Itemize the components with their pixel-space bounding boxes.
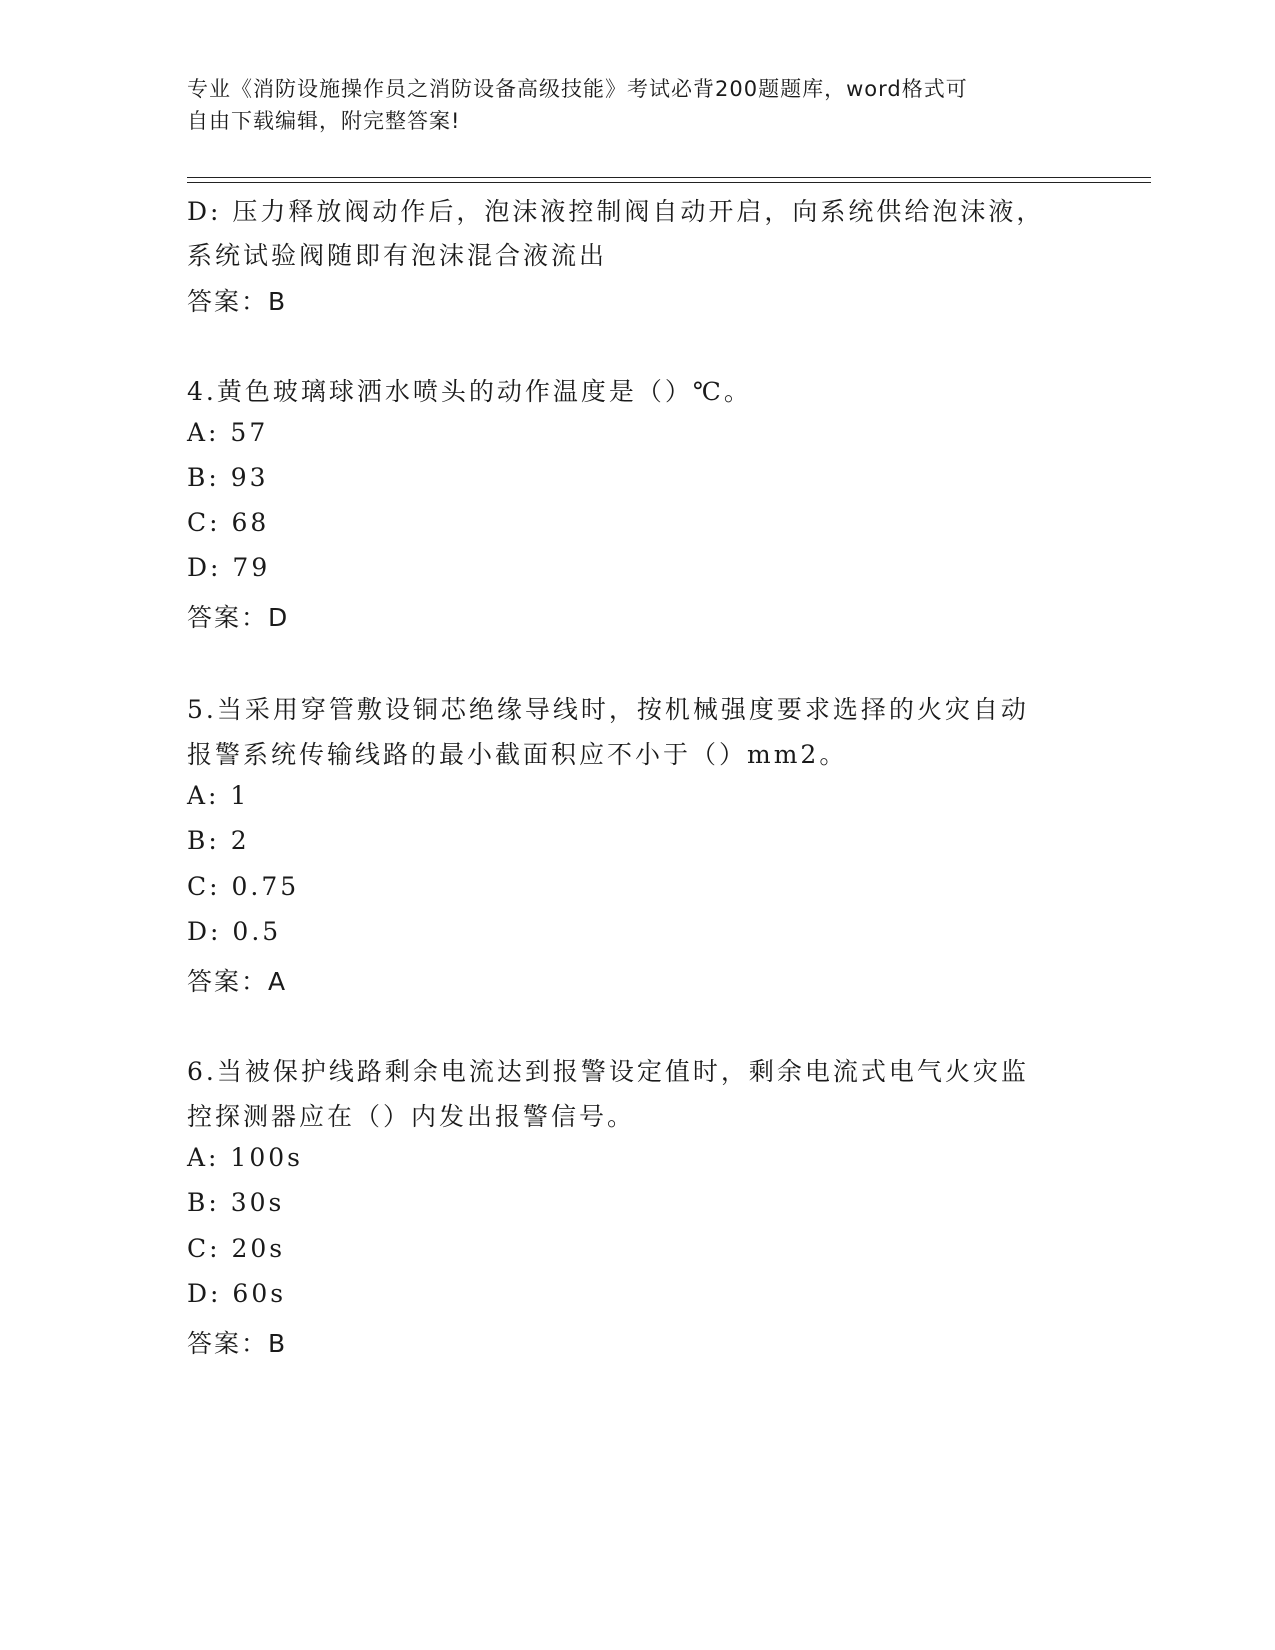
q5-answer: 答案：A [187,967,288,996]
q5-question-line-2: 报警系统传输线路的最小截面积应不小于（）mm2。 [187,740,848,769]
q5-option-c: C: 0.75 [187,872,300,901]
q4-answer: 答案：D [187,603,290,632]
q6-option-c: C: 20s [187,1234,286,1263]
q4-option-d: D: 79 [187,553,271,582]
q3-answer: 答案：B [187,287,288,316]
q5-question-line-1: 5.当采用穿管敷设铜芯绝缘导线时，按机械强度要求选择的火灾自动 [187,695,1029,724]
header-divider-top [187,177,1151,178]
q6-answer: 答案：B [187,1329,288,1358]
header-divider-bottom [187,182,1151,183]
q5-option-b: B: 2 [187,826,250,855]
q6-question-line-1: 6.当被保护线路剩余电流达到报警设定值时，剩余电流式电气火灾监 [187,1057,1029,1086]
q5-option-a: A: 1 [187,781,250,810]
header-line-2: 自由下载编辑，附完整答案! [187,109,461,133]
q5-option-d: D: 0.5 [187,917,282,946]
q4-option-c: C: 68 [187,508,270,537]
q4-option-a: A: 57 [187,418,269,447]
q6-option-b: B: 30s [187,1188,285,1217]
header-line-1: 专业《消防设施操作员之消防设备高级技能》考试必背200题题库，word格式可 [187,77,968,101]
q6-question-line-2: 控探测器应在（）内发出报警信号。 [187,1102,636,1131]
page-header [187,73,1067,137]
q3-option-d-line-1: D: 压力释放阀动作后，泡沫液控制阀自动开启，向系统供给泡沫液， [187,197,1045,226]
q4-question: 4.黄色玻璃球洒水喷头的动作温度是（）℃。 [187,377,752,406]
q6-option-a: A: 100s [187,1143,303,1172]
q3-option-d-line-2: 系统试验阀随即有泡沫混合液流出 [187,241,608,270]
q6-option-d: D: 60s [187,1279,287,1308]
q4-option-b: B: 93 [187,463,269,492]
